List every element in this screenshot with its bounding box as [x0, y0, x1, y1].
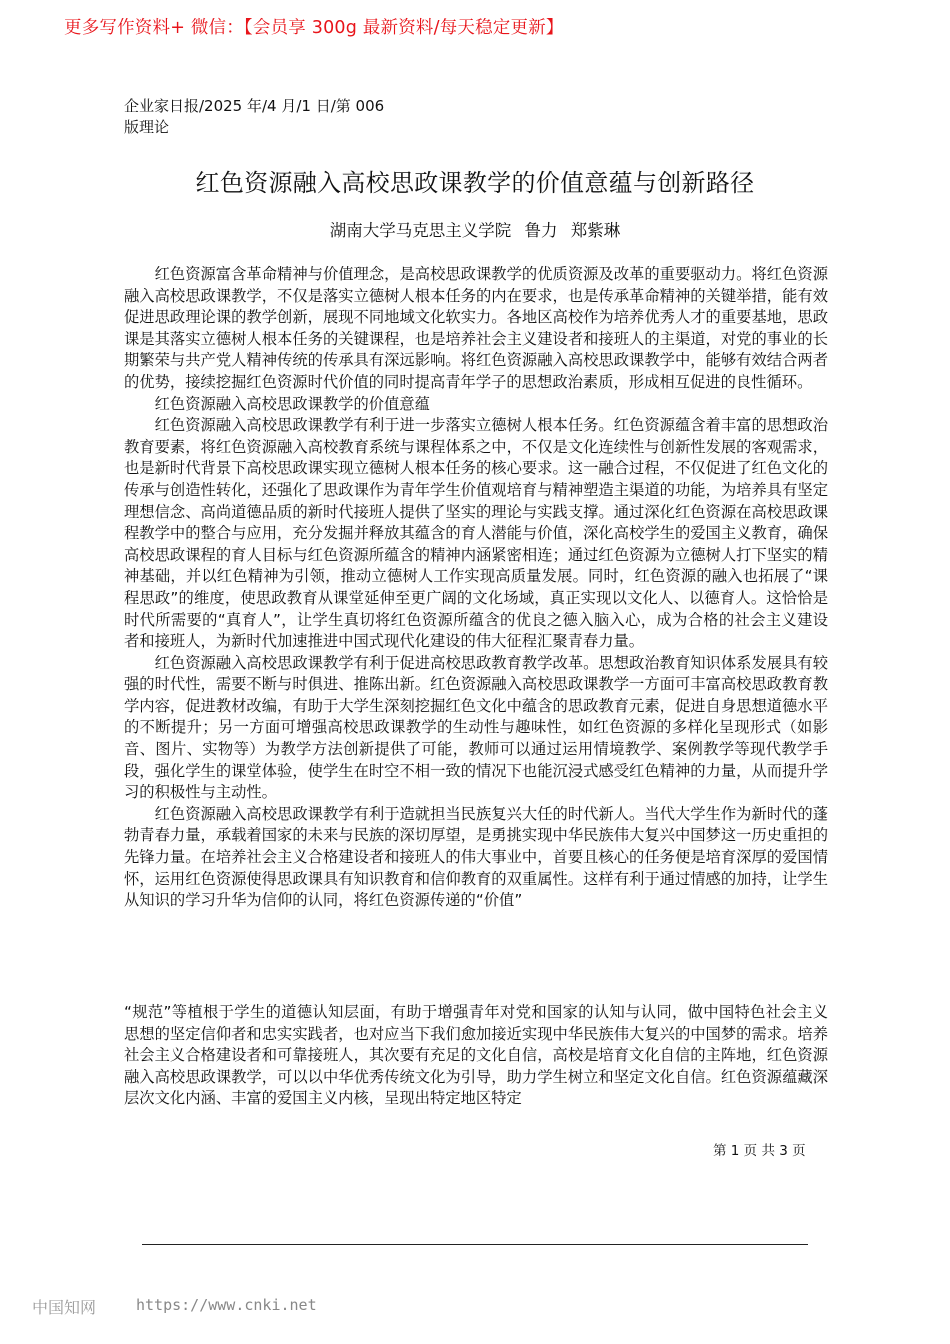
affiliation: 湖南大学马克思主义学院: [329, 221, 512, 240]
cnki-watermark-name: 中国知网: [32, 1298, 97, 1317]
cnki-watermark-url: https://www.cnki.net: [136, 1296, 317, 1314]
section-heading: 红色资源融入高校思政课教学的价值意蕴: [154, 394, 430, 413]
source-line-1: 企业家日报/2025 年/4 月/1 日/第 006: [124, 97, 385, 115]
article-authors: [0, 217, 950, 241]
article-body-continued: [124, 1002, 828, 1110]
paragraph: 红色资源融入高校思政课教学有利于造就担当民族复兴大任的时代新人。当代大学生作为新时代的蓬勃青春力量，承载着国家的未来与民族的深切厚望，是勇挑实现中华民族伟大复兴中国梦这一历史重担的先锋力量。在培养社会主义合格建设者和接班人的伟大事业中，首要且核心的任务便是培育深厚的爱国情怀，运用红色资源使得思政课具有知识教育和信仰教育的双重属性。这样有利于通过情感的加持，让学生从知识的学习升华为信仰的认同，将红色资源传递的“价值”: [124, 804, 828, 910]
paragraph: 红色资源融入高校思政课教学有利于进一步落实立德树人根本任务。红色资源蕴含着丰富的思想政治教育要素，将红色资源融入高校教育系统与课程体系之中，不仅是文化连续性与创新性发展的客观需求，也是新时代背景下高校思政课实现立德树人根本任务的核心要求。这一融合过程，不仅促进了红色文化的传承与创造性转化，还强化了思政课作为青年学生价值观培育与精神塑造主渠道的功能，为培养具有坚定理想信念、高尚道德品质的新时代接班人提供了坚实的理论与实践支撑。通过深化红色资源在高校思政课程教学中的整合与应用，充分发掘并释放其蕴含的育人潜能与价值，深化高校学生的爱国主义教育，确保高校思政课程的育人目标与红色资源所蕴含的精神内涵紧密相连；通过红色资源为立德树人打下坚实的精神基础，并以红色精神为引领，推动立德树人工作实现高质量发展。同时，红色资源的融入也拓展了“课程思政”的维度，使思政教育从课堂延伸至更广阔的文化场域，真正实现以文化人、以德育人。这恰恰是时代所需要的“真育人”，让学生真切将红色资源所蕴含的优良之德入脑入心，成为合格的社会主义建设者和接班人，为新时代加速推进中国式现代化建设的伟大征程汇聚青春力量。: [124, 416, 828, 651]
author-name: 郑紫琳: [570, 221, 621, 240]
source-line-2: 版理论: [124, 118, 170, 136]
paragraph: 红色资源融入高校思政课教学有利于促进高校思政教育教学改革。思想政治教育知识体系发展具有较强的时代性，需要不断与时俱进、推陈出新。红色资源融入高校思政课教学一方面可丰富高校思政教育教学内容，促进教材改编，有助于大学生深刻挖掘红色文化中蕴含的思政教育元素，促进自身思想道德水平的不断提升；另一方面可增强高校思政课教学的生动性与趣味性，如红色资源的多样化呈现形式（如影音、图片、实物等）为教学方法创新提供了可能，教师可以通过运用情境教学、案例教学等现代教学手段，强化学生的课堂体验，使学生在时空不相一致的情况下也能沉浸式感受红色精神的力量，从而提升学习的积极性与主动性。: [124, 653, 828, 802]
author-name: 鲁力: [524, 221, 558, 240]
article-title: 红色资源融入高校思政课教学的价值意蕴与创新路径: [195, 169, 755, 197]
footer-divider: [142, 1244, 808, 1245]
article-body: [124, 264, 828, 912]
page-indicator: 第 1 页 共 3 页: [713, 1143, 806, 1159]
paragraph-continued: “规范”等植根于学生的道德认知层面，有助于增强青年对党和国家的认知与认同，做中国特色社会主义思想的坚定信仰者和忠实实践者，也对应当下我们愈加接近实现中华民族伟大复兴的中国梦的需求。培养社会主义合格建设者和可靠接班人，其次要有充足的文化自信，高校是培育文化自信的主阵地，红色资源融入高校思政课教学，可以以中华优秀传统文化为引导，助力学生树立和坚定文化自信。红色资源蕴藏深层次文化内涵、丰富的爱国主义内核，呈现出特定地区特定: [124, 1003, 828, 1108]
promo-banner: 更多写作资料+ 微信：【会员享 300g 最新资料/每天稳定更新】: [64, 18, 564, 38]
paragraph: 红色资源富含革命精神与价值理念，是高校思政课教学的优质资源及改革的重要驱动力。将红色资源融入高校思政课教学，不仅是落实立德树人根本任务的内在要求，也是传承革命精神的关键举措，能有效促进思政理论课的教学创新，展现不同地域文化软实力。各地区高校作为培养优秀人才的重要基地，思政课是其落实立德树人根本任务的关键课程，也是培养社会主义建设者和接班人的主渠道，对党的事业的长期繁荣与共产党人精神传统的传承具有深远影响。将红色资源融入高校思政课教学中，能够有效结合两者的优势，接续挖掘红色资源时代价值的同时提高青年学子的思想政治素质，形成相互促进的良性循环。: [124, 265, 828, 391]
source-citation: [124, 96, 424, 138]
